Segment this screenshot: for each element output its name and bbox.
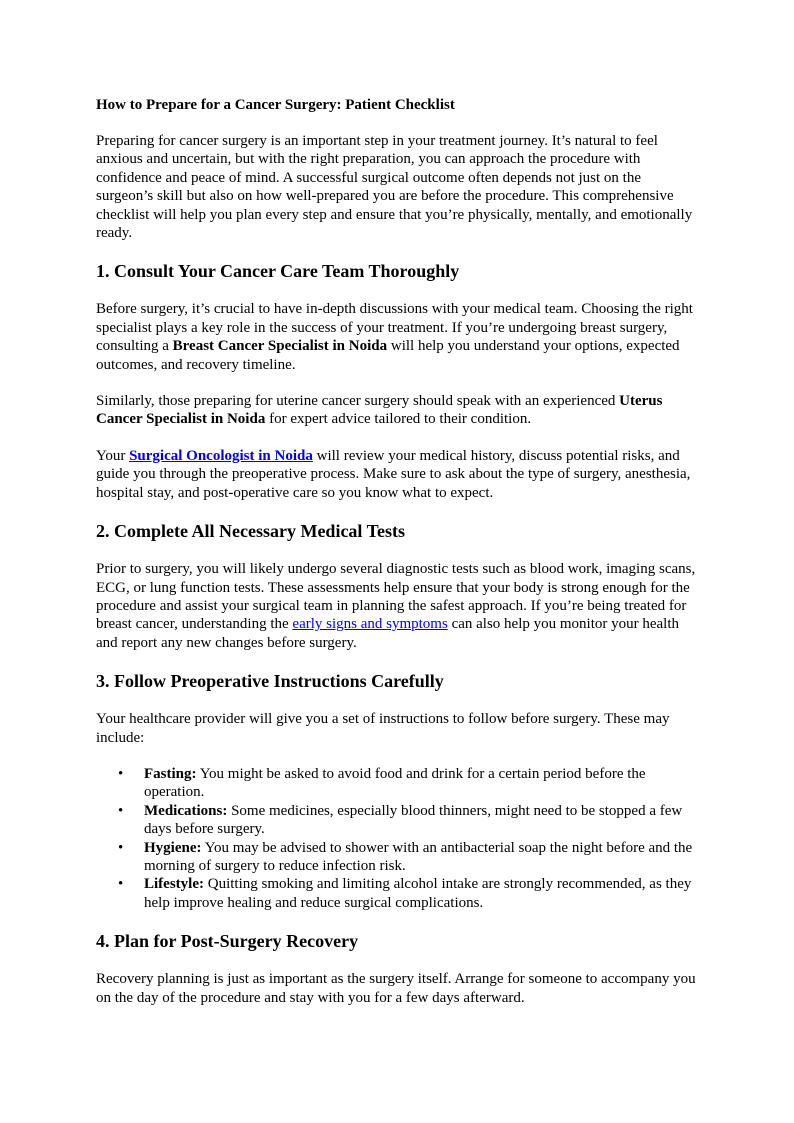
bullet-icon: • [118, 802, 124, 819]
section-2-paragraph-1 [96, 560, 698, 652]
text-run: Your [96, 447, 130, 464]
text-run: will review your medical history, discuss potential risks, and guide you through the preoperative process. Make sure to ask about the type of surgery, anesthesia, hospital stay, and post-operative care so you know what to expect. [96, 447, 691, 501]
list-item-label: Fasting: [144, 765, 197, 782]
list-item-label: Lifestyle: [144, 876, 204, 893]
list-item-label: Medications: [144, 802, 228, 819]
section-1-heading: 1. Consult Your Cancer Care Team Thoroughly [96, 261, 460, 282]
section-4-heading: 4. Plan for Post-Surgery Recovery [96, 931, 359, 952]
section-1-paragraph-1 [96, 300, 698, 374]
bullet-icon: • [118, 765, 124, 782]
document-page [96, 96, 698, 1025]
list-item [118, 839, 698, 876]
uterus-specialist-keyword: Uterus Cancer Specialist in Noida [96, 393, 663, 428]
list-item [118, 875, 698, 912]
text-run: for expert advice tailored to their condition. [265, 411, 532, 428]
intro-paragraph: Preparing for cancer surgery is an important step in your treatment journey. It’s natural to feel anxious and uncertain, but with the right preparation, you can approach the procedure with confidence and peace of mind. A successful surgical outcome often depends not just on the surgeon’s skill but also on how well-prepared you are before the procedure. This comprehensive checklist will help you plan every step and ensure that you’re physically, mentally, and emotionally ready. [96, 133, 693, 242]
list-item-text: Quitting smoking and limiting alcohol intake are strongly recommended, as they help improve healing and reduce surgical complications. [144, 876, 692, 911]
list-item [118, 765, 698, 802]
bullet-icon: • [118, 876, 124, 893]
section-3-heading: 3. Follow Preoperative Instructions Carefully [96, 671, 444, 692]
section-2-heading: 2. Complete All Necessary Medical Tests [96, 521, 405, 542]
text-run: Before surgery, it’s crucial to have in-depth discussions with your medical team. Choosing the right specialist plays a key role in the success of your treatment. If you’re undergoing breast surgery, consulting a [96, 301, 693, 355]
list-item-label: Hygiene: [144, 839, 202, 856]
surgical-oncologist-link[interactable]: Surgical Oncologist in Noida [129, 447, 313, 464]
preoperative-checklist [96, 765, 698, 912]
early-signs-link[interactable]: early signs and symptoms [292, 616, 448, 633]
list-item [118, 802, 698, 839]
text-run: Similarly, those preparing for uterine cancer surgery should speak with an experienced [96, 393, 620, 410]
text-run: can also help you monitor your health and report any new changes before surgery. [96, 616, 680, 651]
bullet-icon: • [118, 839, 124, 856]
document-title: How to Prepare for a Cancer Surgery: Patient Checklist [96, 97, 455, 113]
section-4-paragraph-1: Recovery planning is just as important as the surgery itself. Arrange for someone to accompany you on the day of the procedure and stay with you for a few days afterward. [96, 971, 696, 1006]
section-3-intro: Your healthcare provider will give you a set of instructions to follow before surgery. These may include: [96, 711, 670, 746]
list-item-text: Some medicines, especially blood thinners, might need to be stopped a few days before surgery. [144, 802, 683, 838]
section-1-paragraph-2 [96, 392, 698, 429]
text-run: Prior to surgery, you will likely undergo several diagnostic tests such as blood work, imaging scans, ECG, or lung function tests. These assessments help ensure that your body is strong enough for the procedure and assist your surgical team in planning the safest approach. If you’re being treated for breast cancer, understanding the [96, 561, 696, 633]
list-item-text: You might be asked to avoid food and drink for a certain period before the operation. [144, 765, 646, 801]
list-item-text: You may be advised to shower with an antibacterial soap the night before and the morning of surgery to reduce infection risk. [144, 839, 693, 874]
section-1-paragraph-3 [96, 447, 698, 502]
breast-specialist-keyword: Breast Cancer Specialist in Noida [172, 338, 388, 355]
text-run: will help you understand your options, expected outcomes, and recovery timeline. [96, 338, 680, 373]
